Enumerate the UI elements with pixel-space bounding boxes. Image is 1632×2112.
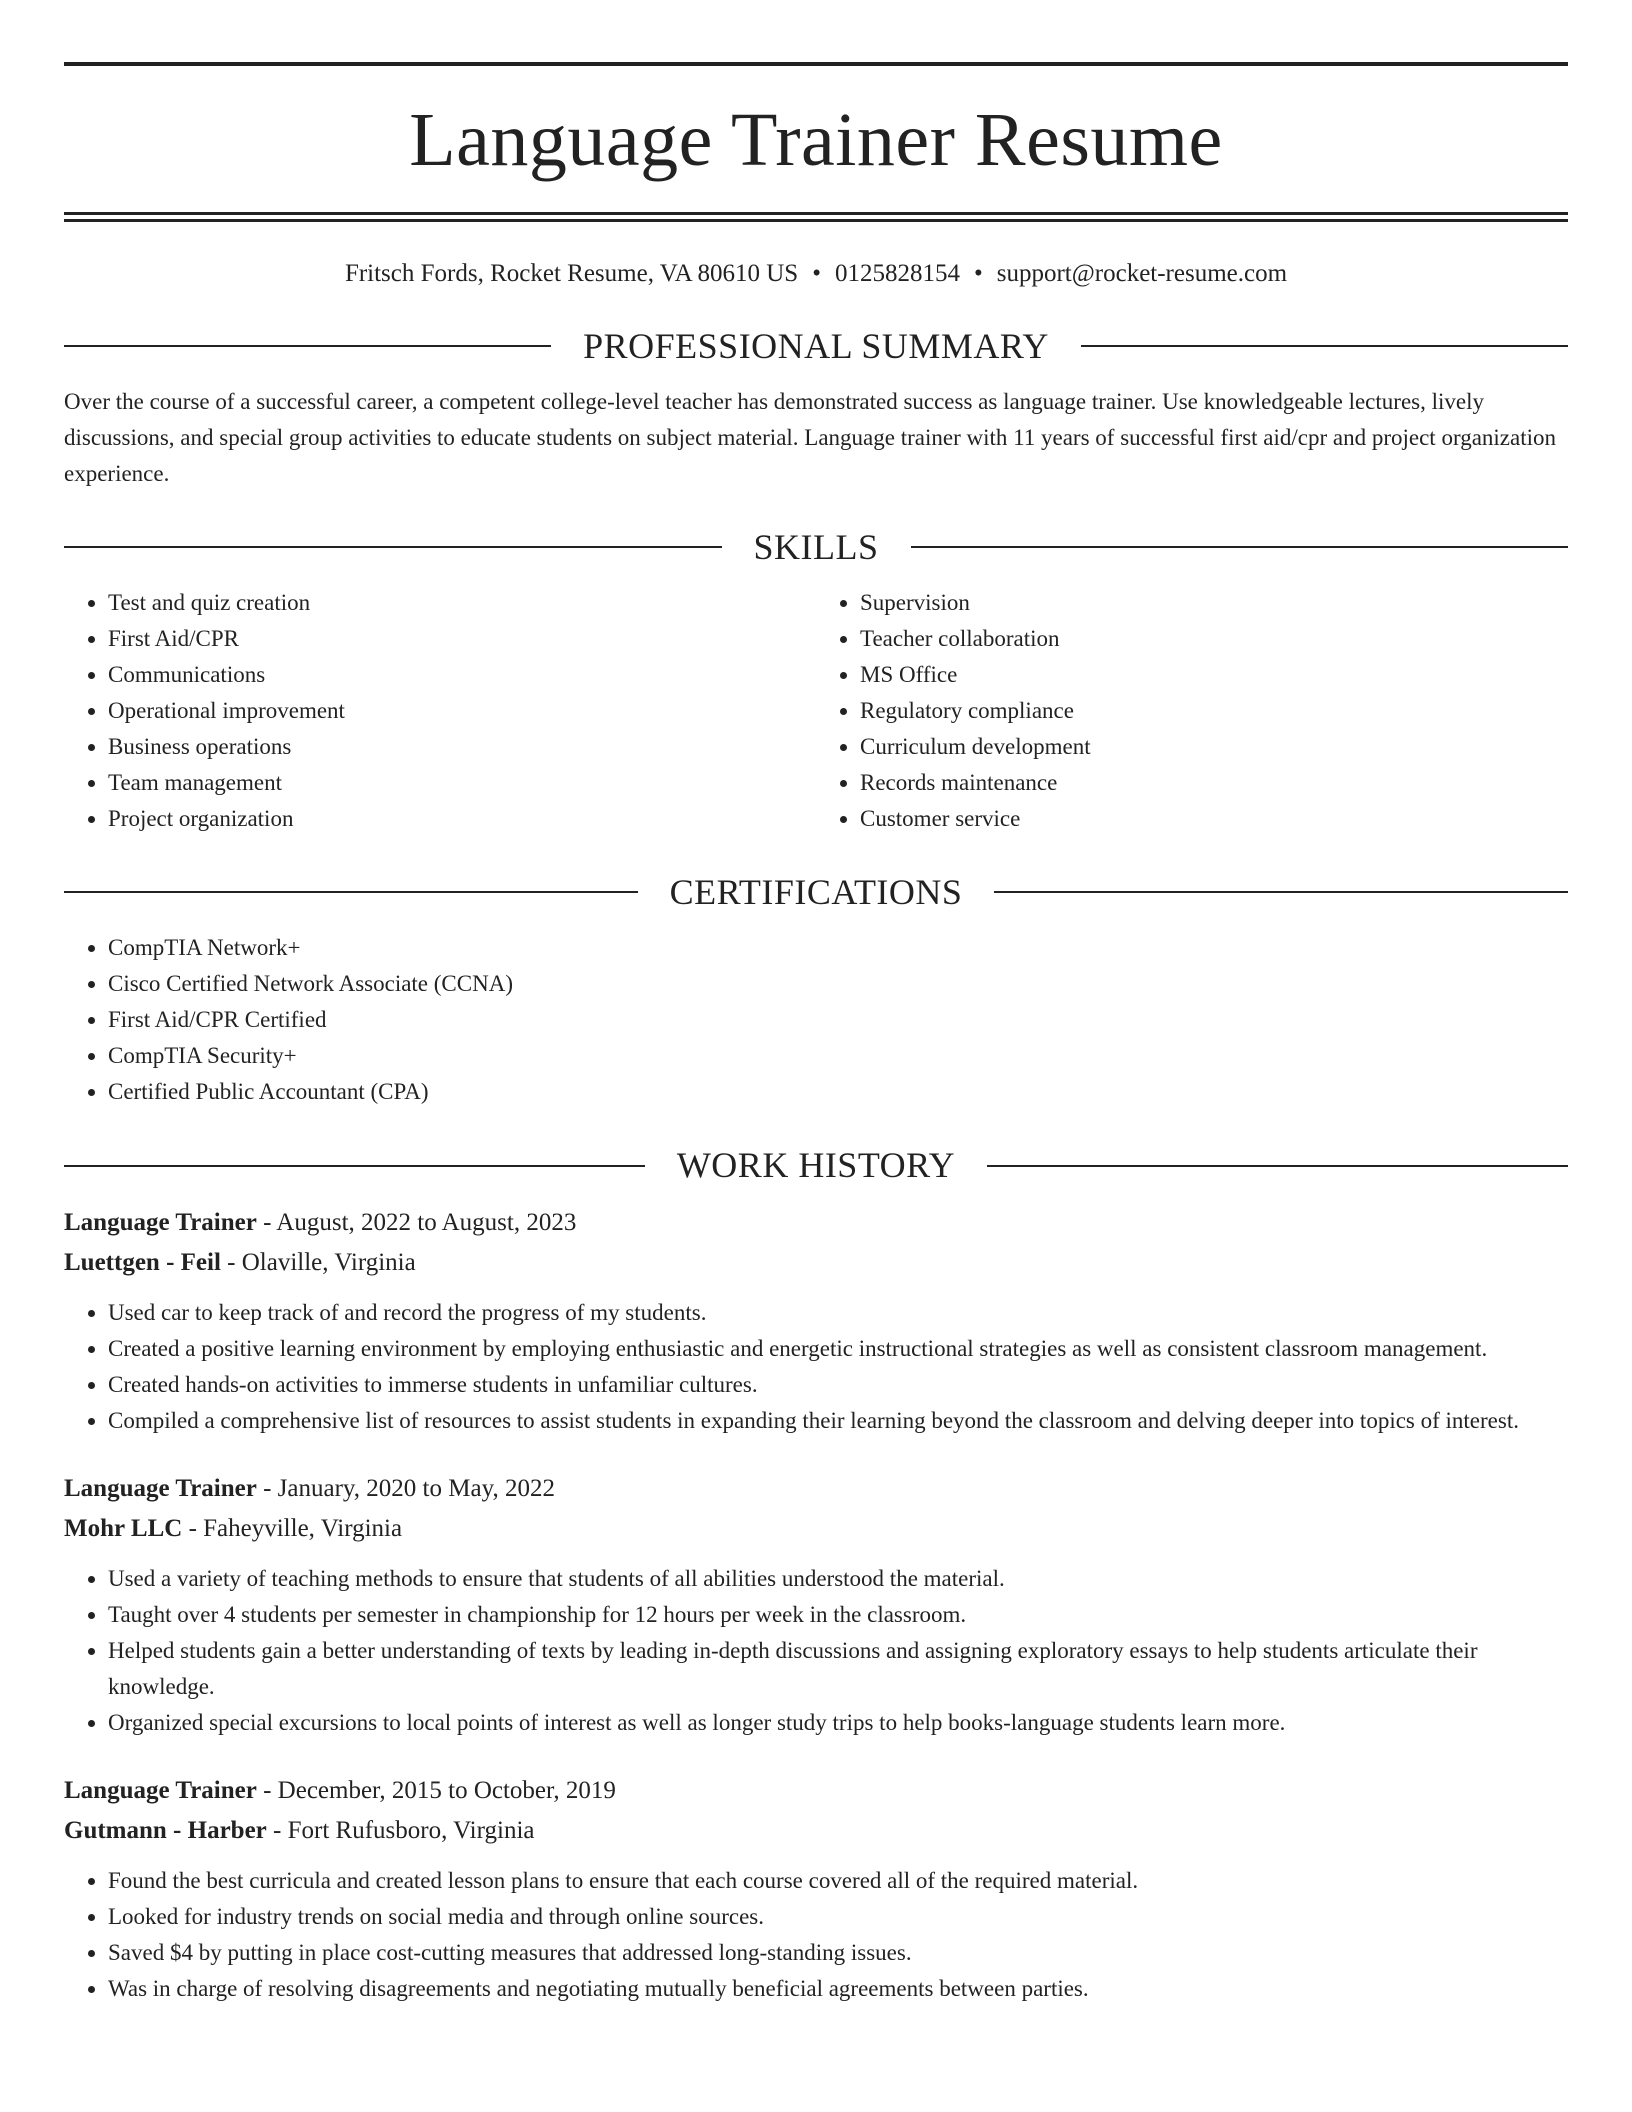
contact-phone: 0125828154	[834, 260, 960, 287]
list-item: • Customer service	[860, 801, 1568, 837]
divider	[1081, 345, 1568, 347]
divider	[987, 1165, 1568, 1167]
job-dates: - August, 2022 to August, 2023	[256, 1209, 577, 1237]
list-item: • Curriculum development	[860, 729, 1568, 765]
job-location: - Olaville, Virginia	[220, 1249, 416, 1277]
list-item: • Operational improvement	[108, 693, 816, 729]
job-location: - Faheyville, Virginia	[182, 1515, 403, 1543]
summary-text: Over the course of a successful career, a competent college-level teacher has demonstrated success as language trainer. Use knowledgeable lectures, lively discussions, and special group activities to educate students on subject material. Language trainer with 11 years of successful first aid/cpr and project organization experience.	[64, 388, 1556, 486]
list-item: • Used a variety of teaching methods to ensure that students of all abilities understood the material.	[108, 1561, 1568, 1597]
list-item: • Organized special excursions to local points of interest as well as longer study trips to help books-language students learn more.	[108, 1705, 1568, 1741]
page-title: Language Trainer Resume	[409, 98, 1223, 182]
list-item: • Looked for industry trends on social media and through online sources.	[108, 1899, 1568, 1935]
list-item: • Team management	[108, 765, 816, 801]
list-item: • Regulatory compliance	[860, 693, 1568, 729]
skills-column-left	[64, 585, 816, 837]
contact-address: Fritsch Fords, Rocket Resume, VA 80610 US	[344, 260, 799, 287]
list-item: • Cisco Certified Network Associate (CCNA)	[108, 966, 1568, 1002]
job-company-line	[64, 1509, 1568, 1549]
list-item: • Found the best curricula and created lesson plans to ensure that each course covered all of the required material.	[108, 1863, 1568, 1899]
job-title: Language Trainer	[64, 1475, 257, 1503]
job-title: Language Trainer	[64, 1209, 257, 1237]
list-item: • Compiled a comprehensive list of resources to assist students in expanding their learning beyond the classroom and delving deeper into topics of interest.	[108, 1403, 1568, 1439]
divider	[911, 546, 1569, 548]
job-bullets	[64, 1561, 1568, 1741]
title-double-rule	[64, 212, 1568, 222]
section-header-skills	[64, 526, 1568, 569]
skills-column-right	[816, 585, 1568, 837]
list-item: • Was in charge of resolving disagreements and negotiating mutually beneficial agreements between parties.	[108, 1971, 1568, 2007]
section-title-work-history: WORK HISTORY	[676, 1145, 956, 1186]
list-item: • Business operations	[108, 729, 816, 765]
divider	[994, 891, 1568, 893]
list-item: • First Aid/CPR	[108, 621, 816, 657]
skills-list	[64, 585, 1568, 837]
job-title: Language Trainer	[64, 1777, 257, 1805]
job-company: Gutmann - Harber	[64, 1817, 267, 1845]
list-item: • Project organization	[108, 801, 816, 837]
contact-separator: •	[812, 260, 821, 287]
section-header-certifications	[64, 871, 1568, 914]
contact-separator: •	[973, 260, 983, 287]
list-item: • Saved $4 by putting in place cost-cutting measures that addressed long-standing issues.	[108, 1935, 1568, 1971]
list-item: • Records maintenance	[860, 765, 1568, 801]
list-item: • MS Office	[860, 657, 1568, 693]
list-item: • CompTIA Security+	[108, 1038, 1568, 1074]
job-location: - Fort Rufusboro, Virginia	[266, 1817, 535, 1845]
list-item: • Certified Public Accountant (CPA)	[108, 1074, 1568, 1110]
list-item: • Test and quiz creation	[108, 585, 816, 621]
list-item: • Supervision	[860, 585, 1568, 621]
top-rule	[64, 62, 1568, 66]
divider	[64, 1165, 645, 1167]
list-item: • Helped students gain a better understanding of texts by leading in-depth discussions and assigning exploratory essays to help students articulate their knowledge.	[108, 1633, 1568, 1705]
list-item: • Taught over 4 students per semester in championship for 12 hours per week in the classroom.	[108, 1597, 1568, 1633]
job-dates: - December, 2015 to October, 2019	[256, 1777, 616, 1805]
list-item: • CompTIA Network+	[108, 930, 1568, 966]
job-dates: - January, 2020 to May, 2022	[256, 1475, 555, 1503]
divider	[64, 546, 722, 548]
job-company-line	[64, 1243, 1568, 1283]
list-item: • Teacher collaboration	[860, 621, 1568, 657]
job-entry	[64, 1469, 1568, 1741]
section-title-summary: PROFESSIONAL SUMMARY	[583, 325, 1049, 366]
job-title-line	[64, 1203, 1568, 1243]
section-title-skills: SKILLS	[753, 526, 879, 567]
job-title-line	[64, 1771, 1568, 1811]
list-item: • First Aid/CPR Certified	[108, 1002, 1568, 1038]
job-entry	[64, 1203, 1568, 1439]
list-item: • Used car to keep track of and record the progress of my students.	[108, 1295, 1568, 1331]
divider	[64, 891, 638, 893]
contact-line	[64, 258, 1568, 291]
job-company-line	[64, 1811, 1568, 1851]
list-item: • Created a positive learning environment by employing enthusiastic and energetic instructional strategies as well as consistent classroom management.	[108, 1331, 1568, 1367]
job-title-line	[64, 1469, 1568, 1509]
job-company: Mohr LLC	[64, 1515, 183, 1543]
job-bullets	[64, 1863, 1568, 2007]
contact-email: support@rocket-resume.com	[996, 260, 1288, 287]
section-header-work-history	[64, 1144, 1568, 1187]
certifications-list	[64, 930, 1568, 1110]
section-header-summary	[64, 325, 1568, 368]
divider	[64, 345, 551, 347]
section-title-certifications: CERTIFICATIONS	[669, 871, 963, 912]
job-company: Luettgen - Feil	[64, 1249, 221, 1277]
list-item: • Communications	[108, 657, 816, 693]
job-entry	[64, 1771, 1568, 2007]
job-bullets	[64, 1295, 1568, 1439]
list-item: • Created hands-on activities to immerse students in unfamiliar cultures.	[108, 1367, 1568, 1403]
